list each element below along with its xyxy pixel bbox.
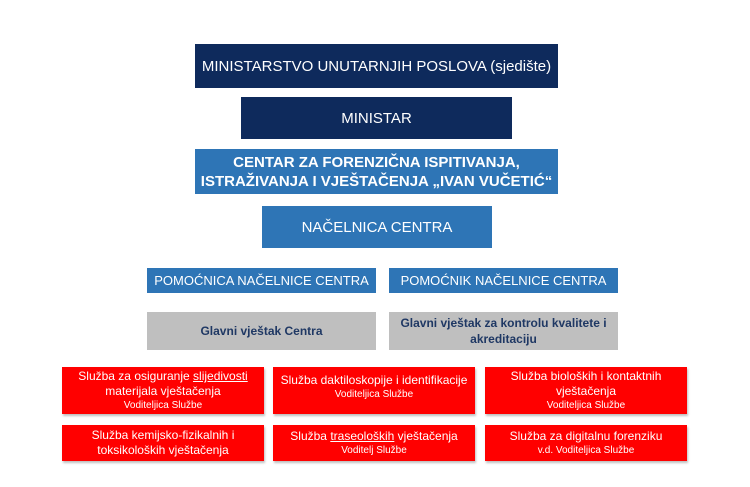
center-line-2: ISTRAŽIVANJA I VJEŠTAČENJA „IVAN VUČETIĆ“ [200, 172, 553, 190]
assistant-right-box [389, 268, 618, 293]
assistant-right-label: POMOĆNIK NAČELNICE CENTRA [400, 273, 607, 288]
service-chemical-line-1: Služba kemijsko-fizikalnih i [91, 428, 235, 442]
service-digital-box [485, 425, 687, 461]
center-box [195, 149, 558, 194]
service-dactyloscopy-line-1: Služba daktiloskopije i identifikacije [280, 373, 468, 387]
ministry-label: MINISTARSTVO UNUTARNJIH POSLOVA (sjedište) [201, 57, 552, 75]
service-traceological-box [273, 425, 475, 461]
assistant-left-box [147, 268, 376, 293]
service-biological-head: Voditeljica Službe [546, 400, 626, 411]
service-biological-line-2: vještačenja [555, 384, 617, 398]
service-traceability-line-2: materijala vještačenja [105, 384, 221, 398]
service-chemical-line-2: toksikoloških vještačenja [97, 443, 229, 457]
service-traceological-head: Voditelj Službe [341, 445, 407, 456]
quality-expert-box [389, 312, 618, 350]
chief-expert-label: Glavni vještak Centra [200, 324, 323, 338]
service-dactyloscopy-head: Voditeljica Službe [334, 389, 414, 400]
service-traceability-line-1 [78, 369, 247, 384]
service-biological-line-1: Služba bioloških i kontaktnih [510, 369, 662, 383]
service-traceological-prefix: Služba [290, 429, 331, 443]
minister-label: MINISTAR [341, 109, 412, 127]
assistant-left-label: POMOĆNICA NAČELNICE CENTRA [154, 273, 369, 288]
center-head-label: NAČELNICA CENTRA [301, 218, 453, 236]
service-traceological-suffix: vještačenja [394, 429, 458, 443]
quality-expert-line-1: Glavni vještak za kontrolu kvalitete i [400, 316, 607, 330]
service-digital-line-1: Služba za digitalnu forenziku [509, 429, 663, 443]
service-chemical-box [62, 425, 264, 461]
quality-expert-line-2: akreditaciju [470, 332, 537, 346]
minister-box [241, 97, 512, 139]
ministry-box [195, 44, 558, 88]
service-traceological-underlined: traseoloških [330, 429, 395, 443]
service-digital-head: v.d. Voditeljica Službe [537, 445, 635, 456]
center-line-1: CENTAR ZA FORENZIČNA ISPITIVANJA, [233, 153, 520, 171]
service-traceability-prefix: Služba za osiguranje [78, 369, 194, 383]
service-traceability-underlined: slijedivosti [193, 369, 248, 383]
service-traceological-line-1 [290, 429, 457, 444]
service-biological-box [485, 367, 687, 414]
center-head-box [262, 206, 492, 248]
service-dactyloscopy-box [273, 367, 475, 414]
service-traceability-box [62, 367, 264, 414]
chief-expert-box [147, 312, 376, 350]
service-traceability-head: Voditeljica Službe [123, 400, 203, 411]
